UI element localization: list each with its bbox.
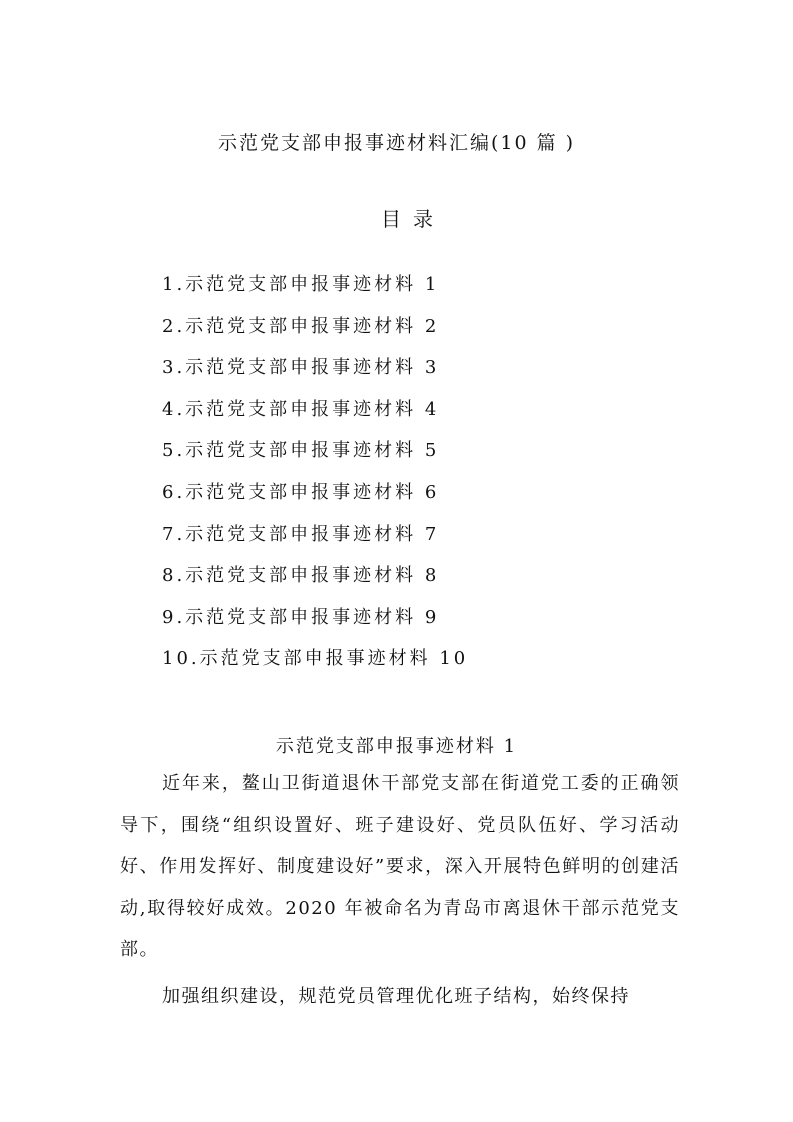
document-title: 示范党支部申报事迹材料汇编(10 篇 ) — [217, 132, 576, 154]
table-of-contents — [162, 272, 468, 688]
toc-item-4: 4.示范党支部申报事迹材料 4 — [162, 398, 440, 420]
toc-item-3: 3.示范党支部申报事迹材料 3 — [162, 357, 440, 379]
section-paragraph-2: 加强组织建设，规范党员管理优化班子结构，始终保持 — [162, 986, 630, 1007]
toc-item-6: 6.示范党支部申报事迹材料 6 — [162, 481, 440, 503]
toc-item-5: 5.示范党支部申报事迹材料 5 — [162, 440, 440, 462]
toc-item-10: 10.示范党支部申报事迹材料 10 — [162, 648, 469, 670]
toc-heading: 目录 — [381, 207, 445, 231]
toc-item-2: 2.示范党支部申报事迹材料 2 — [162, 315, 440, 337]
toc-item-9: 9.示范党支部申报事迹材料 9 — [162, 606, 440, 628]
toc-item-1: 1.示范党支部申报事迹材料 1 — [162, 274, 440, 295]
toc-item-8: 8.示范党支部申报事迹材料 8 — [162, 565, 440, 587]
toc-item-7: 7.示范党支部申报事迹材料 7 — [162, 523, 440, 545]
section-paragraph-1: 近年来，鳌山卫街道退休干部党支部在街道党工委的正确领导下，围绕“组织设置好、班子建设好、党员队伍好、学习活动好、作用发挥好、制度建设好”要求，深入开展特色鲜明的创建活动,取得较好成效。2020 年被命名为青岛市离退休干部示范党支部。 — [120, 773, 680, 961]
section-title: 示范党支部申报事迹材料 1 — [275, 736, 518, 757]
